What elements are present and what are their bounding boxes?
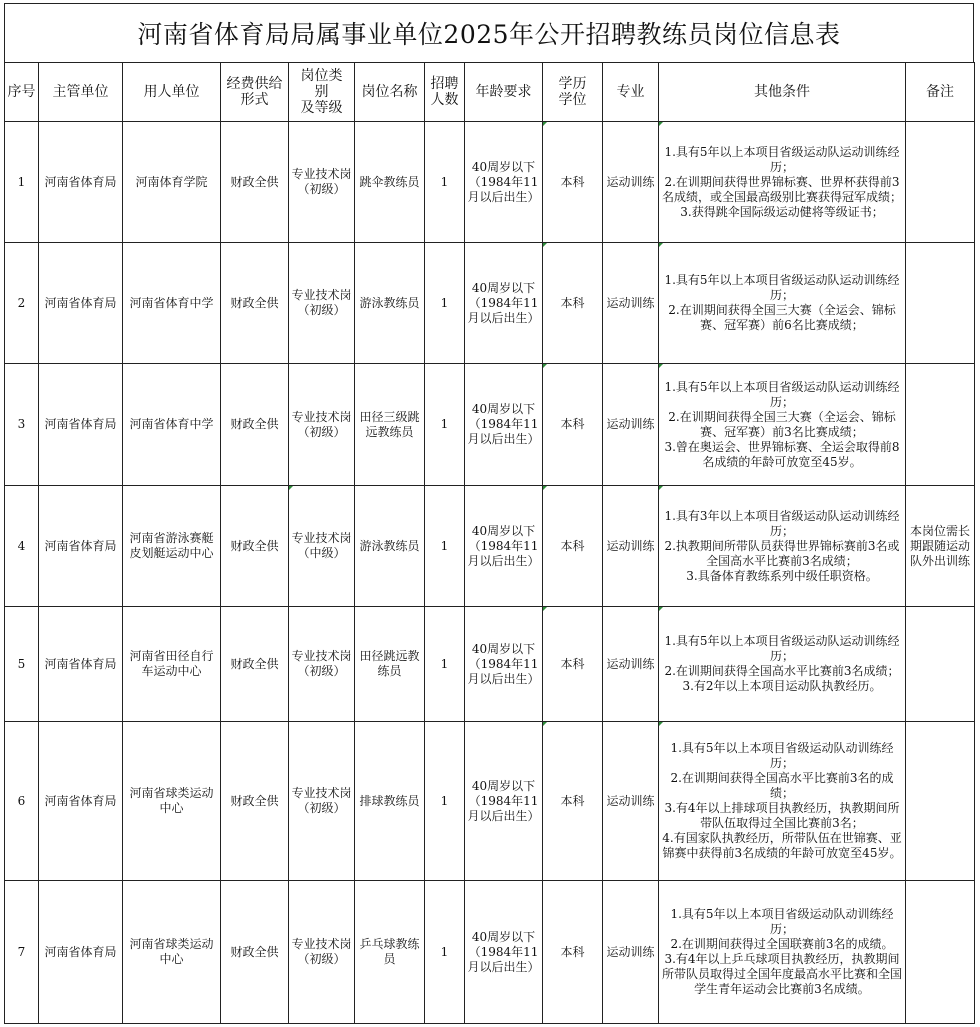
cell-remarks — [906, 881, 975, 1024]
cell-category: 专业技术岗（初级） — [289, 881, 355, 1024]
cell-seq: 1 — [5, 122, 39, 243]
cell-remarks — [906, 122, 975, 243]
table-row — [5, 607, 975, 722]
cell-age: 40周岁以下（1984年11月以后出生） — [465, 881, 543, 1024]
cell-major: 运动训练 — [603, 243, 659, 364]
cell-age: 40周岁以下（1984年11月以后出生） — [465, 243, 543, 364]
condition-line: 3.有4年以上排球项目执教经历，执教期间所带队伍取得过全国比赛前3名； — [664, 801, 900, 830]
header-remarks: 备注 — [906, 63, 975, 122]
header-category-line: 及等级 — [300, 100, 343, 116]
header-employer: 用人单位 — [123, 63, 221, 122]
condition-line: 4.有国家队执教经历，所带队伍在世锦赛、亚锦赛中获得前3名成绩的年龄可放宽至45岁。 — [662, 831, 902, 860]
cell-count: 1 — [425, 881, 465, 1024]
cell-major: 运动训练 — [603, 486, 659, 607]
header-position: 岗位名称 — [355, 63, 425, 122]
cell-funding: 财政全供 — [221, 486, 289, 607]
header-degree-line: 学历 — [558, 76, 587, 92]
cell-position: 游泳教练员 — [355, 486, 425, 607]
table-row — [5, 486, 975, 607]
header-row — [5, 63, 975, 122]
cell-dept: 河南省体育局 — [39, 881, 123, 1024]
header-degree-line: 学位 — [558, 92, 587, 108]
condition-line: 3.获得跳伞国际级运动健将等级证书； — [680, 204, 884, 219]
condition-line: 3.有2年以上本项目运动队执教经历。 — [682, 679, 882, 693]
page-title: 河南省体育局局属事业单位2025年公开招聘教练员岗位信息表 — [137, 20, 841, 49]
condition-line: 2.在训期间获得全国三大赛（全运会、锦标赛、冠军赛）前3名比赛成绩； — [668, 409, 896, 439]
cell-remarks — [906, 607, 975, 722]
cell-conditions — [659, 881, 906, 1024]
header-category — [289, 63, 355, 122]
condition-line: 1.具有5年以上本项目省级运动队运动训练经历； — [664, 144, 900, 174]
cell-count: 1 — [425, 607, 465, 722]
cell-count: 1 — [425, 122, 465, 243]
header-count-line: 人数 — [430, 92, 459, 108]
cell-position: 乒乓球教练员 — [355, 881, 425, 1024]
cell-employer: 河南省球类运动中心 — [123, 722, 221, 881]
header-degree — [543, 63, 603, 122]
cell-count: 1 — [425, 243, 465, 364]
condition-line: 1.具有5年以上本项目省级运动队运动训练经历； — [664, 379, 900, 409]
header-major: 专业 — [603, 63, 659, 122]
cell-employer: 河南体育学院 — [123, 122, 221, 243]
cell-dept: 河南省体育局 — [39, 722, 123, 881]
cell-major: 运动训练 — [603, 607, 659, 722]
cell-age: 40周岁以下（1984年11月以后出生） — [465, 607, 543, 722]
cell-degree: 本科 — [543, 486, 603, 607]
cell-funding: 财政全供 — [221, 122, 289, 243]
cell-category: 专业技术岗（初级） — [289, 364, 355, 486]
cell-dept: 河南省体育局 — [39, 607, 123, 722]
cell-category: 专业技术岗（初级） — [289, 722, 355, 881]
cell-conditions — [659, 722, 906, 881]
cell-employer: 河南省体育中学 — [123, 243, 221, 364]
cell-major: 运动训练 — [603, 881, 659, 1024]
cell-degree: 本科 — [543, 881, 603, 1024]
cell-seq: 3 — [5, 364, 39, 486]
condition-line: 2.在训期间获得全国三大赛（全运会、锦标赛、冠军赛）前6名比赛成绩； — [668, 303, 896, 332]
cell-dept: 河南省体育局 — [39, 486, 123, 607]
cell-degree: 本科 — [543, 607, 603, 722]
header-seq: 序号 — [5, 63, 39, 122]
cell-degree: 本科 — [543, 722, 603, 881]
cell-seq: 7 — [5, 881, 39, 1024]
condition-line: 2.在训期间获得全国高水平比赛前3名成绩； — [664, 664, 900, 678]
cell-seq: 5 — [5, 607, 39, 722]
header-count-line: 招聘 — [430, 76, 459, 92]
cell-funding: 财政全供 — [221, 607, 289, 722]
cell-funding: 财政全供 — [221, 722, 289, 881]
cell-remarks — [906, 364, 975, 486]
header-category-line: 别 — [314, 84, 329, 100]
header-dept: 主管单位 — [39, 63, 123, 122]
cell-degree: 本科 — [543, 122, 603, 243]
cell-conditions — [659, 122, 906, 243]
cell-remarks: 本岗位需长期跟随运动队外出训练 — [906, 486, 975, 607]
table-row — [5, 243, 975, 364]
cell-conditions — [659, 243, 906, 364]
cell-employer: 河南省游泳赛艇皮划艇运动中心 — [123, 486, 221, 607]
header-count — [425, 63, 465, 122]
table-row — [5, 122, 975, 243]
cell-count: 1 — [425, 364, 465, 486]
cell-category: 专业技术岗（初级） — [289, 243, 355, 364]
cell-category: 专业技术岗（初级） — [289, 122, 355, 243]
cell-conditions — [659, 486, 906, 607]
cell-position: 田径三级跳远教练员 — [355, 364, 425, 486]
cell-major: 运动训练 — [603, 722, 659, 881]
condition-line: 3.有4年以上乒乓球项目执教经历，执教期间所带队员取得过全国年度最高水平比赛和全国学生青年运动会比赛前3名成绩。 — [661, 952, 902, 996]
cell-major: 运动训练 — [603, 122, 659, 243]
condition-line: 2.在训期间获得过全国联赛前3名的成绩。 — [670, 937, 894, 951]
table-row — [5, 722, 975, 881]
cell-seq: 2 — [5, 243, 39, 364]
cell-seq: 4 — [5, 486, 39, 607]
cell-age: 40周岁以下（1984年11月以后出生） — [465, 364, 543, 486]
cell-position: 游泳教练员 — [355, 243, 425, 364]
cell-funding: 财政全供 — [221, 364, 289, 486]
condition-line: 3.具备体育教练系列中级任职资格。 — [686, 568, 878, 583]
header-conditions: 其他条件 — [659, 63, 906, 122]
recruitment-table — [4, 62, 975, 1024]
cell-position: 跳伞教练员 — [355, 122, 425, 243]
cell-category: 专业技术岗（中级） — [289, 486, 355, 607]
cell-age: 40周岁以下（1984年11月以后出生） — [465, 122, 543, 243]
condition-line: 1.具有5年以上本项目省级运动队动训练经历； — [670, 741, 894, 770]
table-row — [5, 881, 975, 1024]
cell-dept: 河南省体育局 — [39, 364, 123, 486]
cell-dept: 河南省体育局 — [39, 243, 123, 364]
cell-degree: 本科 — [543, 364, 603, 486]
condition-line: 1.具有5年以上本项目省级运动队运动训练经历； — [664, 273, 900, 302]
condition-line: 2.在训期间获得世界锦标赛、世界杯获得前3名成绩，或全国最高级别比赛获得冠军成绩； — [661, 174, 902, 204]
header-funding: 经费供给形式 — [221, 63, 289, 122]
cell-funding: 财政全供 — [221, 881, 289, 1024]
condition-line: 1.具有5年以上本项目省级运动队动训练经历； — [670, 907, 894, 936]
cell-funding: 财政全供 — [221, 243, 289, 364]
cell-category: 专业技术岗（初级） — [289, 607, 355, 722]
cell-position: 排球教练员 — [355, 722, 425, 881]
cell-conditions — [659, 607, 906, 722]
cell-position: 田径跳远教练员 — [355, 607, 425, 722]
condition-line: 1.具有5年以上本项目省级运动队运动训练经历； — [664, 634, 900, 663]
cell-employer: 河南省体育中学 — [123, 364, 221, 486]
header-category-line: 岗位类 — [300, 68, 343, 84]
cell-remarks — [906, 243, 975, 364]
cell-age: 40周岁以下（1984年11月以后出生） — [465, 486, 543, 607]
condition-line: 2.执教期间所带队员获得世界锦标赛前3名或全国高水平比赛前3名成绩； — [664, 538, 900, 568]
condition-line: 1.具有3年以上本项目省级运动队运动训练经历； — [664, 508, 900, 538]
cell-seq: 6 — [5, 722, 39, 881]
header-age: 年龄要求 — [465, 63, 543, 122]
cell-employer: 河南省田径自行车运动中心 — [123, 607, 221, 722]
cell-employer: 河南省球类运动中心 — [123, 881, 221, 1024]
condition-line: 2.在训期间获得全国高水平比赛前3名的成绩； — [670, 771, 894, 800]
cell-dept: 河南省体育局 — [39, 122, 123, 243]
condition-line: 3.曾在奥运会、世界锦标赛、全运会取得前8名成绩的年龄可放宽至45岁。 — [664, 439, 900, 469]
cell-count: 1 — [425, 722, 465, 881]
cell-conditions — [659, 364, 906, 486]
table-row — [5, 364, 975, 486]
cell-degree: 本科 — [543, 243, 603, 364]
cell-count: 1 — [425, 486, 465, 607]
title-row — [4, 3, 974, 62]
cell-remarks — [906, 722, 975, 881]
cell-major: 运动训练 — [603, 364, 659, 486]
cell-age: 40周岁以下（1984年11月以后出生） — [465, 722, 543, 881]
